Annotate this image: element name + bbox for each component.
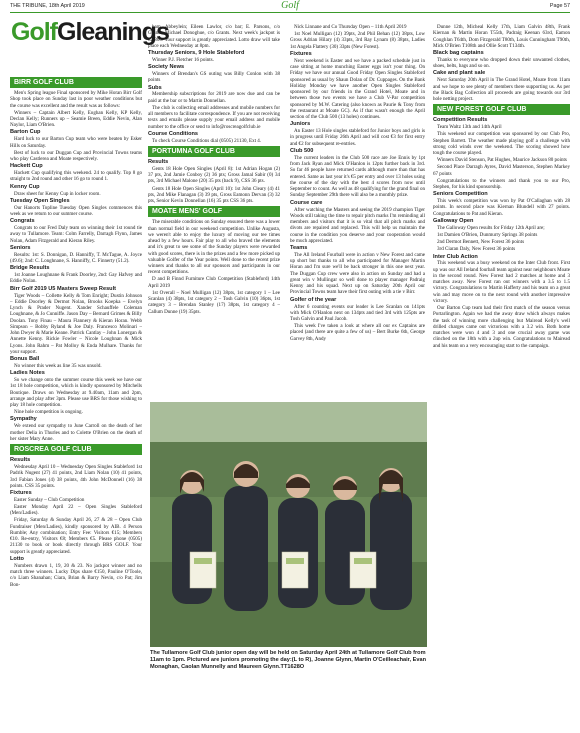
paragraph: So we change onto the summer course this week we have our 1st 18 hole competition, which is kindly sponsored by Mitchells Boutique. Draws on Wednesday at 9.40am, 11am and 2pm, arrange and play after 3pm. Please use BRS for those wishing to play 18 hole competition. [10,377,142,409]
paragraph: Men's Spring league Final sponsored by Mike Horan Birr Golf Shop took place on Sunday last in poor weather conditions but the course was excellent and the result was as follows: [10,90,142,109]
column-2 [148,24,280,399]
paragraph: Tiger Woods – Collette Kelly & Tom Enright; Dustin Johnson – Eddie Doorley & Dermot Nolan, Brooks Koepka – Evelyn Lynch & Prader Nugent. Xander Schauffele Coleman Loughnane, & Jo Cunniffe. Jason Day – Bernard Grimes & Billy Doolan. Tony Finau – Maura Flannery & Kieran Horan. Webb Simpson – Bobby Ryland & Joe Daly. Francesco Molinari – John Dwyer & Marie Keane. Patrick Cantlay – John Lonergan & Annette Kenny. Rickie Fowler – Nicole Loughnan & Mick Lyons. John Rahm – Pat Molloy & Enda Mulhare. Thanks for your support. [10,292,142,355]
juniors-photo-illustration [150,402,427,647]
section-banner: MOATE MENS' GOLF [148,206,280,217]
issue-date: THE TRIBUNE, 18th April 2019 [10,3,85,9]
paragraph: Best of luck to our Duggan Cup and Provincial Towns teams who play Castlerea and Moate respectively. [10,149,142,162]
juniors-photo [150,402,427,647]
masthead-gleanings: Gleanings [57,18,169,46]
subheading: Golfer of the year [290,296,337,303]
section-title: Golf [281,0,299,11]
paragraph: 1st Damien O'Brien, Dunmurry Springs 38 points [437,231,538,238]
section-banner: NEW FOREST GOLF CLUB [433,104,570,115]
paragraph: ham, Abbeylein; Eileen Lawlor, c/o bar; E. Parsons, c/o Grants; Michael Donoghue, c/o Grants. Next week's jackpot is €2,800. Your support is greatly appreciated. Lotto draw will take place each Wednesday at 8pm. [148,24,280,49]
paragraph: Second Place Darragh Ayres, David Masterson, Stephen Markey 67 points [433,164,570,177]
column-1 [10,75,142,723]
paragraph: Winner P.J. Fletcher 16 points. [152,56,214,63]
paragraph: Winners David Stenson, Pat Hughes, Maurice Jackson 80 points [437,157,567,164]
column-3 [290,24,425,399]
paragraph: Draw sheet for Kenny Cup in locker room. [14,190,101,197]
subheading: Juniors [290,121,311,128]
paragraph: An Easter 13 Hole singles stableford for Junior boys and girls is in progress until Friday 26th April and will cost €3 for first entry and €2 for subsequent re-entries. [290,128,425,147]
subheading: Competition Results [433,117,488,124]
subheading: Kenny Cup [10,183,40,190]
subheading: Course care [290,199,323,206]
paragraph: Easter Sunday – Club Competition [14,496,85,503]
paragraph: 1st Overall – Noel Mulligan (12) 38pts, 1st category 1 – Lee Scanlan (4) 38pts, 1st category 2 – Tosh Galvin (10) 36pts, 1st category 3 – Brendan Stanley (17) 38pts, 1st category 4 – Callum Dunne (19) 35pts. [148,289,280,315]
section-banner: BIRR GOLF CLUB [10,77,142,88]
subheading: Fixtures [290,50,312,57]
paragraph: Gents 18 Hole Open Singles (April 10): 1st John Cleary (4) 41 pts, 2nd Mike Flanagan (3) 39 pts, Gross Eamonn Dervan (3) 32 pts, Senior Kevin Donnellan (16) 35 pts CSS 36 pts. [148,185,280,205]
subheading: Congrats [10,218,35,225]
page-header [10,0,570,12]
subheading: Subs [148,84,162,91]
paragraph: Next weekend is Easter and we have a packed schedule just in case sitting at home munching Easter eggs isn't your thing. On Friday we have our annual Good Friday Open Singles Stableford sponsored as usual by Shaun Dolan of Dr. Cuppages. On the Bank Holiday Monday we have another Open Singles Stableford sponsored by our friends in the Grand Hotel, Moate and in between those two events we have a Club V-Par competition sponsored by M.W. Catering (also known as Paurie & Tony from the restaurant at Moate GC). As if that wasn't enough the April section of the Club 500 (13 holes) continues. [290,57,425,121]
paragraph: Next Saturday 20th April in The Grand Hotel, Moate from 11am and we hope to see plenty of members there supporting us. As per the Black Bag Collection all proceeds are going towards our 3rd hole netting project. [433,77,570,103]
paragraph: Wednesday April 10 – Wednesday Open Singles Stableford 1st Padrik Nugent (27) 41 points, 2nd Liam Nolan (10) 41 points, 3rd Fabian Jones (4) 38 points, 4th John McDonnell (16) 38 points. CSS 35 points. [10,464,142,489]
paragraph: Gents 18 Hole Open Singles (April 8): 1st Adrian Hogan (2) 37 pts, 2nd Jamie Conboy (2) 36 pts; Gross Jamal Sabir (0) 34 pts, 3rd Michael Malone (20) 35 pts (back 9), CSS 36 pts. [148,165,280,185]
subheading: Sympathy [10,416,37,423]
paragraph: The current leaders in the Club 500 race are Joe Ennis by 1pt from Jack Ryan and Mick O'Hanlon is 12pts further back in 3rd. So far 46 people have returned cards although more than that has entered. Same as last year it's €5 per entry and over 13 holes using the course of the day with the best 4 scores from now until September to count. As well as 48 qualifying for the grand final on Sunday September 29th there will also be a monthly prize. [290,154,425,199]
paragraph: We extend our sympathy to June Carroll on the death of her mother Delia in Thurles and to Colette O'Brien on the death of her sister Mary Anne. [10,423,142,442]
paragraph: 3rd Ciaran Daly, New Forest 36 points [437,246,516,253]
subheading: Course Conditions [148,130,199,137]
subheading: Fixtures [10,490,32,497]
paragraph: Numbers drawn 1, 19, 20 & 23. No jackpot winner and no match three winners. Lucky Dips share €150, Pauline O'Toole, c/o Liam Shanahan; Ciara, Brian & Barry Nevin, c/o Pat; Jim Bon- [10,562,142,588]
paragraph: Nine hole competition is ongoing. [14,409,83,416]
paragraph: 2nd Dermot Bennett, New Forest 36 points [437,239,525,246]
paragraph: 1st Noel Mulligan (12) 39pts, 2nd Phil Behan (12) 38pts, Low Gross Adrian Hilary (4) 33pts, 3rd Ray Lynam (8) 38pts, Ladies 1st Angela Flattery (30) 33pts (New Forest). [290,31,425,50]
subheading: Bonus Ball [10,356,40,363]
paragraph: Hard luck to our Barton Cup team who were beaten by Esker Hills on Saturday. [10,136,142,149]
paragraph: Results: 1st: S. Donnigan, D. Hanniffy, T. McTague, A. Joyce (49.6); 2nd: C. Longhnane, S. Hanniffy, C. Finnerty (51.2). [10,251,142,264]
subheading: Cake and plant sale [433,70,486,77]
column-4 [433,24,570,724]
subheading: Results [148,159,169,166]
paragraph: Winners – Captain Albert Kelly, Eoghan Kelly, KP Kelly, Declan Kelly; Runners up – Seamie Breen, Eddie Nevin, Alan Naylor, Liam O'Brien. [10,109,142,129]
subheading: Society News [148,64,185,71]
section-banner: ROSCREA GOLF CLUB [10,444,142,455]
paragraph: No winner this week as line 35 was unsold. [14,362,102,369]
paragraph: Congratulations to the winners and thank you to our Pro, Stephen, for his kind sponsorship. [433,177,570,191]
subheading: Black bag captains [433,50,484,56]
subheading: Ladies Notes [10,370,45,377]
paragraph: Our Barton Cup team had their first match of the season versus Portarlington. Again we had the away draw which always makes the task of winning more challenging but Mairead Kelly's well drilled charges came out victorious with a 3.2 win. Both home matches were won 4 and 3 and one crucial away game was clinched on the 18th with a 2up win. Congratulations to Mairead and his team on a very encouraging start to the campaign. [433,305,570,349]
paragraph: Our Hanorts Topline Tuesday Open Singles commences this week as we return to our summer course. [10,204,142,217]
section-banner: PORTUMNA GOLF CLUB [148,146,280,157]
paragraph: Congrats to our Fred Daly team on winning their 1st round tie away to Tullamore. Team: Colm Farrelly, Darragh Flynn, James Nolan, Adam Fitzgerald and Kieran Riley. [10,225,142,244]
subheading: Inter Club Action [433,253,478,260]
subheading: Bridge Results [10,265,50,272]
header-rule [10,12,570,13]
paragraph: Hackett Cup qualifying this weekend. 24 to qualify. Top 8 go straight to 2nd round and other 16 go to round 1. [10,170,142,183]
paragraph: This week I've taken a look at where all our ex Captains are placed (and there are quite a few of us) – Bert Burke 6th, George Garvey 8th, Andy [290,323,425,342]
paragraph: Membership subscriptions for 2019 are now due and can be paid at the bar or to Martin Donnellan. [148,91,280,104]
paragraph: This weekend was a busy weekend on the Inter Club front. First up was our All Ireland fourball team against near neighbours Moate in the second round. New Forest had 2 matches at home and 3 matches away. New Forest ran out winners with a 3.5 to 1.5 victory. Congratulations to Martin Hafferty and his team on a great win and may move on to the next round with another impressive victory. [433,260,570,304]
paragraph: This weekend our competition was sponsored by our Club Pro, Stephen Barrett. The weather made playing golf a challenge with strong cold winds over the weekend. The scoring showed how tough the course played. [433,131,570,157]
subheading: Barton Cup [10,129,41,136]
subheading: Teams [290,245,308,252]
paragraph: The miserable conditions on Sunday ensured there was a lower than normal field in our weekend competition. Unlike Augusta, we weren't able to enjoy the luxury of moving our tee times ahead by a few hours. Fair play to all who braved the elements and it's great to see some of the Sunday players were rewarded with good scores, there is in the prizes and a few more picked up valuable Golfer of the Year points. Well done to the recent prize winners and thanks to all our sponsors and participants in our recent competitions. [148,219,280,276]
paragraph: Thanks to everyone who dropped down their unwanted clothes, shoes, belts, bags and so on. [433,56,570,70]
subheading: Birr Golf 2019 U5 Masters Sweep Result [10,285,117,292]
photo-caption: The Tullamore Golf Club junior open day will be held on Saturday April 24th at Tullamore Golf Club from 11am to 1pm. Pictured are juniors promoting the day:(L to R), Joanne Glynn, Martin O'Ceilleachair, Evan Monaghan, Caolan Munnelly and Maureen Glynn.TT1628O [150,650,426,670]
subheading: Thursday Seniors, 9 Hole Stableford [148,50,245,56]
paragraph: The All Ireland Fourball were in action v New Forest and came up short but thanks to all who participated for Manager Martin Horan and I'm sure we'll be back stronger in this one next year. The Duggan Cup crew were also in action on Sunday and had a great win v Mullingar so well done to player manager Padraig Kenny and his squad. Next up on Saturday 20th April our Provincial Towns team have their first outing with a tie v Birr. [290,251,425,296]
subheading: Seniors [10,244,31,251]
paragraph: Team Waltz 13th and 14th April [437,124,502,131]
paragraph: This week's competition was won by Pat O'Callaghan with 28 points. In second place was Kiernan Blundell with 27 points. Congratulations to Pat and Kieran. [433,198,570,217]
paragraph: Winners of Brendan's GS outing was Billy Conlon with 38 points [148,71,280,84]
paragraph: After watching the Masters and seeing the 2019 champion Tiger Woods still taking the time to repair pitch marks I'm reminding all members and visitors that it is so vital that all pitch marks and divots are repaired and replaced. This will help us maintain the course in the condition you deserve and your cooperation would be much appreciated. [290,206,425,244]
page-number: Page 57 [549,3,570,9]
subheading: Tuesday Open Singles [10,197,70,204]
paragraph: Friday, Saturday & Sunday April 26, 27 & 28 – Open Club Fundraiser (Men/Ladies), kindly sponsored by AIB. 4 Person Rumble; Any combination; Entry Fee: Visitors €15; Members €10. Re-entry, Visitors €8; Members €5. Please phone (0505) 21130 to book or book directly through BRS GOLF. Your support is greatly appreciated. [10,517,142,555]
paragraph: After 6 counting events our leader is Lee Scanlan on 141pts with Mick O'Hanlon next on 134pts and tied 3rd with 125pts are Tosh Galvin and Paul Jacob. [290,303,425,323]
subheading: Galloway Open [433,217,474,224]
paragraph: D and B Finnd Furniture Club Competition (Stableford) 14th April 2019 [148,276,280,289]
subheading: Club 500 [290,147,314,154]
paragraph: 1st Joanne Loughnane & Frank Doorley, 2nd: Gay Hafvey and Eddie Nolan. [10,272,142,285]
paragraph: The Galloway Open results for Friday 12th April are; [437,224,545,231]
paragraph: Easter Monday April 22 – Open Singles Stableford (Men/Ladies). [10,504,142,517]
paragraph: Nick Linnane and Co Thursday Open – 11th April 2019 [294,24,407,30]
subheading: Lotto [10,555,24,562]
masthead [11,17,169,47]
paragraph: Dunne 12th, Micheal Kelly 17th, Liam Galvin 48th, Frank Kiernan & Martin Horan T55th, Padraig Keenan 63rd, Eamon Coughlan T64th, Dom Fitzgerald T80th, Louis Cunningham T90th, Mick O'Brien T108th and Ollie Scott T134th. [433,24,570,49]
subheading: Results [10,457,31,464]
paragraph: To check Course Conditions dial (0505) 21130, Ext 4. [152,137,262,144]
paragraph: The club is collecting email addresses and mobile numbers for all members to facilitate correspondence. If you are not receiving texts and emails please supply your email address and mobile number to the office or send to info@roscreagolfclub.ie [148,104,280,130]
subheading: Hackett Cup [10,163,43,170]
masthead-golf: Golf [11,18,57,46]
subheading: Seniors Competition [433,191,488,198]
